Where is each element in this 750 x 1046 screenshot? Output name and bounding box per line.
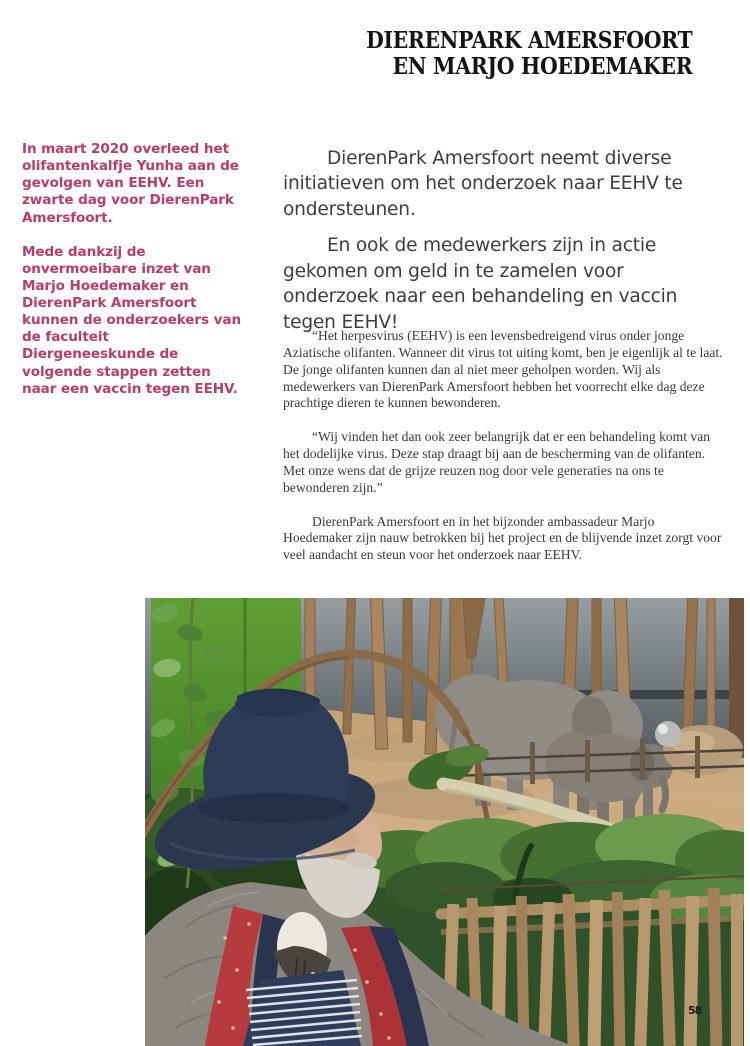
body-text [283,328,726,581]
body-paragraph: “Wij vinden het dan ook zeer belangrijk dat er een behandeling komt van het dodelijke virus. Deze stap draagt bij aan de bescherming van de olifanten. Met onze wens dat de grijze reuzen nog door vele generaties na ons te bewonderen zijn.” [283,429,711,495]
zoo-photo [145,598,744,1046]
body-paragraph: “Het herpesvirus (EEHV) is een levensbedreigend virus onder jonge Aziatische olifanten. Wanneer dit virus tot uiting komt, ben je eigenlijk al te laat. De jonge olifanten kunnen dan al niet meer geholpen worden. Wij als medewerkers van DierenPark Amersfoort hebben het voorrecht elke dag deze prachtige dieren te kunnen bewonderen. [283,328,723,411]
intro-paragraph: En ook de medewerkers zijn in actie gekomen om geld in te zamelen voor onderzoek naar een behandeling en vaccin tegen EEHV! [283,235,678,333]
page-title-line-2: EN MARJO HOEDEMAKER [392,51,692,80]
page-title-line-1: DIERENPARK AMERSFOORT [365,25,692,54]
page-number: 58 [688,1004,702,1017]
sidebar-paragraph: Mede dankzij de onvermoeibare inzet van Marjo Hoedemaker en DierenPark Amersfoort kunnen de onderzoekers van de faculteit Diergeneeskunde de volgende stappen zetten naar een vaccin tegen EEHV. [22,243,242,397]
zoo-photo-illustration [145,598,744,1046]
intro-text [283,146,707,346]
page-title [365,25,692,80]
sidebar-paragraph: In maart 2020 overleed het olifantenkalfje Yunha aan de gevolgen van EEHV. Een zwarte dag voor DierenPark Amersfoort. [22,141,239,226]
sidebar-callout [22,141,244,415]
body-paragraph: DierenPark Amersfoort en in het bijzonder ambassadeur Marjo Hoedemaker zijn nauw betrokken bij het project en de blijvende inzet zorgt voor veel aandacht en steun voor het onderzoek naar EEHV. [283,513,722,563]
play-ball [655,721,681,747]
intro-paragraph: DierenPark Amersfoort neemt diverse initiatieven om het onderzoek naar EEHV te ondersteunen. [283,148,683,220]
ball-highlight [658,724,668,734]
